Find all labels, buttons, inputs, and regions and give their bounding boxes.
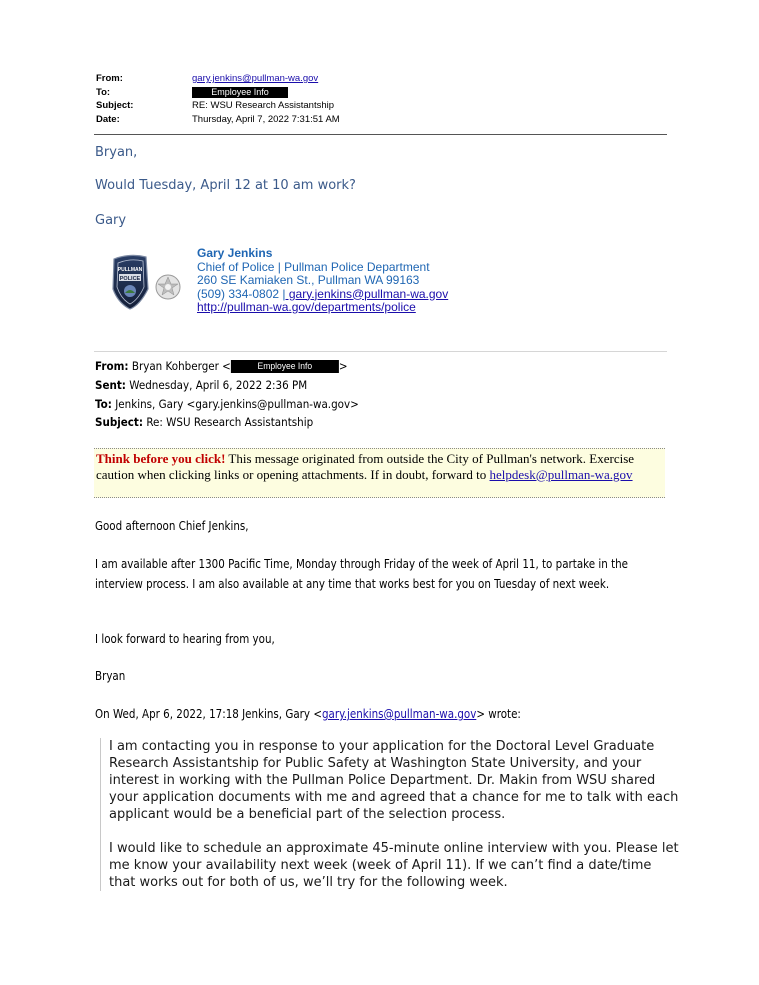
original-to-value: Jenkins, Gary <gary.jenkins@pullman-wa.gov> [115,396,359,411]
quote-intro-email-link[interactable]: gary.jenkins@pullman-wa.gov [321,707,477,721]
from-label: From: [96,73,123,84]
quote-intro-suffix: > wrote: [476,707,521,721]
original-subject-value: Re: WSU Research Assistantship [146,415,314,430]
original-to-row [95,395,653,414]
signature-title: Chief of Police | Pullman Police Department [197,259,430,274]
reply-greeting: Bryan, [95,145,138,160]
original-sent-row [95,376,653,395]
original-from-value: Bryan Kohberger < [131,359,231,373]
original-message-header [95,357,653,432]
quoted-message [100,738,679,891]
to-label: To: [96,86,111,98]
signature-website-link[interactable]: http://pullman-wa.gov/departments/police [197,300,416,314]
header-date-row [96,113,340,127]
warning-highlight: Think before you click! [96,451,226,466]
svg-text:POLICE: POLICE [119,276,141,282]
quoted-paragraph-application: I am contacting you in response to your application for the Doctoral Level Graduate Research Assistantship for Public Safety at Washington State University, and your interest in working with the Pullman Police Department. Dr. Makin from WSU shared your application documents with me and agreed that a chance for me to talk with each applicant would be a beneficial part of the selection process. [109,739,679,822]
from-email-link[interactable]: gary.jenkins@pullman-wa.gov [192,73,319,84]
svg-text:PULLMAN: PULLMAN [117,267,143,273]
signature-phone: (509) 334-0802 | [197,286,286,301]
body-paragraph-availability: I am available after 1300 Pacific Time, Monday through Friday of the week of April 11, to partake in the interview process. I am also available at any time that works best for you on Tuesday of next week. [95,557,629,591]
police-badge-icon [110,253,182,311]
original-subject-row [95,413,653,432]
email-header [96,72,340,126]
external-warning-banner [94,448,665,498]
original-from-row [95,357,653,376]
date-value: Thursday, April 7, 2022 7:31:51 AM [192,113,340,125]
body-signoff: Bryan [95,669,126,683]
signature-address: 260 SE Kamiaken St., Pullman WA 99163 [197,273,420,287]
signature-block [197,247,448,315]
original-to-label: To: [95,396,112,411]
original-from-label: From: [95,359,129,373]
original-sent-label: Sent: [95,377,126,392]
body-paragraph-closing: I look forward to hearing from you, [95,632,275,646]
body-greeting: Good afternoon Chief Jenkins, [95,519,249,533]
reply-signoff: Gary [95,213,127,228]
original-from-redacted: Employee Info [231,360,339,373]
reply-question: Would Tuesday, April 12 at 10 am work? [95,178,356,193]
quote-intro [95,705,667,725]
header-subject-row [96,99,340,113]
to-redacted: Employee Info [192,87,288,98]
original-from-close: > [338,359,348,373]
subject-value: RE: WSU Research Assistantship [192,100,335,111]
header-to-row [96,86,340,100]
subject-label: Subject: [96,100,134,111]
quote-intro-prefix: On Wed, Apr 6, 2022, 17:18 Jenkins, Gary < [95,707,322,721]
header-from-row [96,72,340,86]
header-divider [94,134,667,135]
helpdesk-email-link[interactable]: helpdesk@pullman-wa.gov [489,466,633,482]
signature-name: Gary Jenkins [197,246,273,260]
date-label: Date: [96,113,120,125]
signature-contact [197,288,448,302]
original-subject-label: Subject: [95,415,144,430]
warning-text: This message originated from outside the City of Pullman's network. Exercise caution when clicking links or opening attachments. If in doubt, forward to [96,451,635,482]
original-sent-value: Wednesday, April 6, 2022 2:36 PM [129,377,308,392]
signature-email-link[interactable]: gary.jenkins@pullman-wa.gov [285,286,449,301]
original-divider [94,351,667,352]
quoted-paragraph-schedule: I would like to schedule an approximate 45-minute online interview with you. Please let me know your availability next week (week of April 11). If we can’t find a date/time that works out for both of us, we’ll try for the following week. [109,841,679,890]
